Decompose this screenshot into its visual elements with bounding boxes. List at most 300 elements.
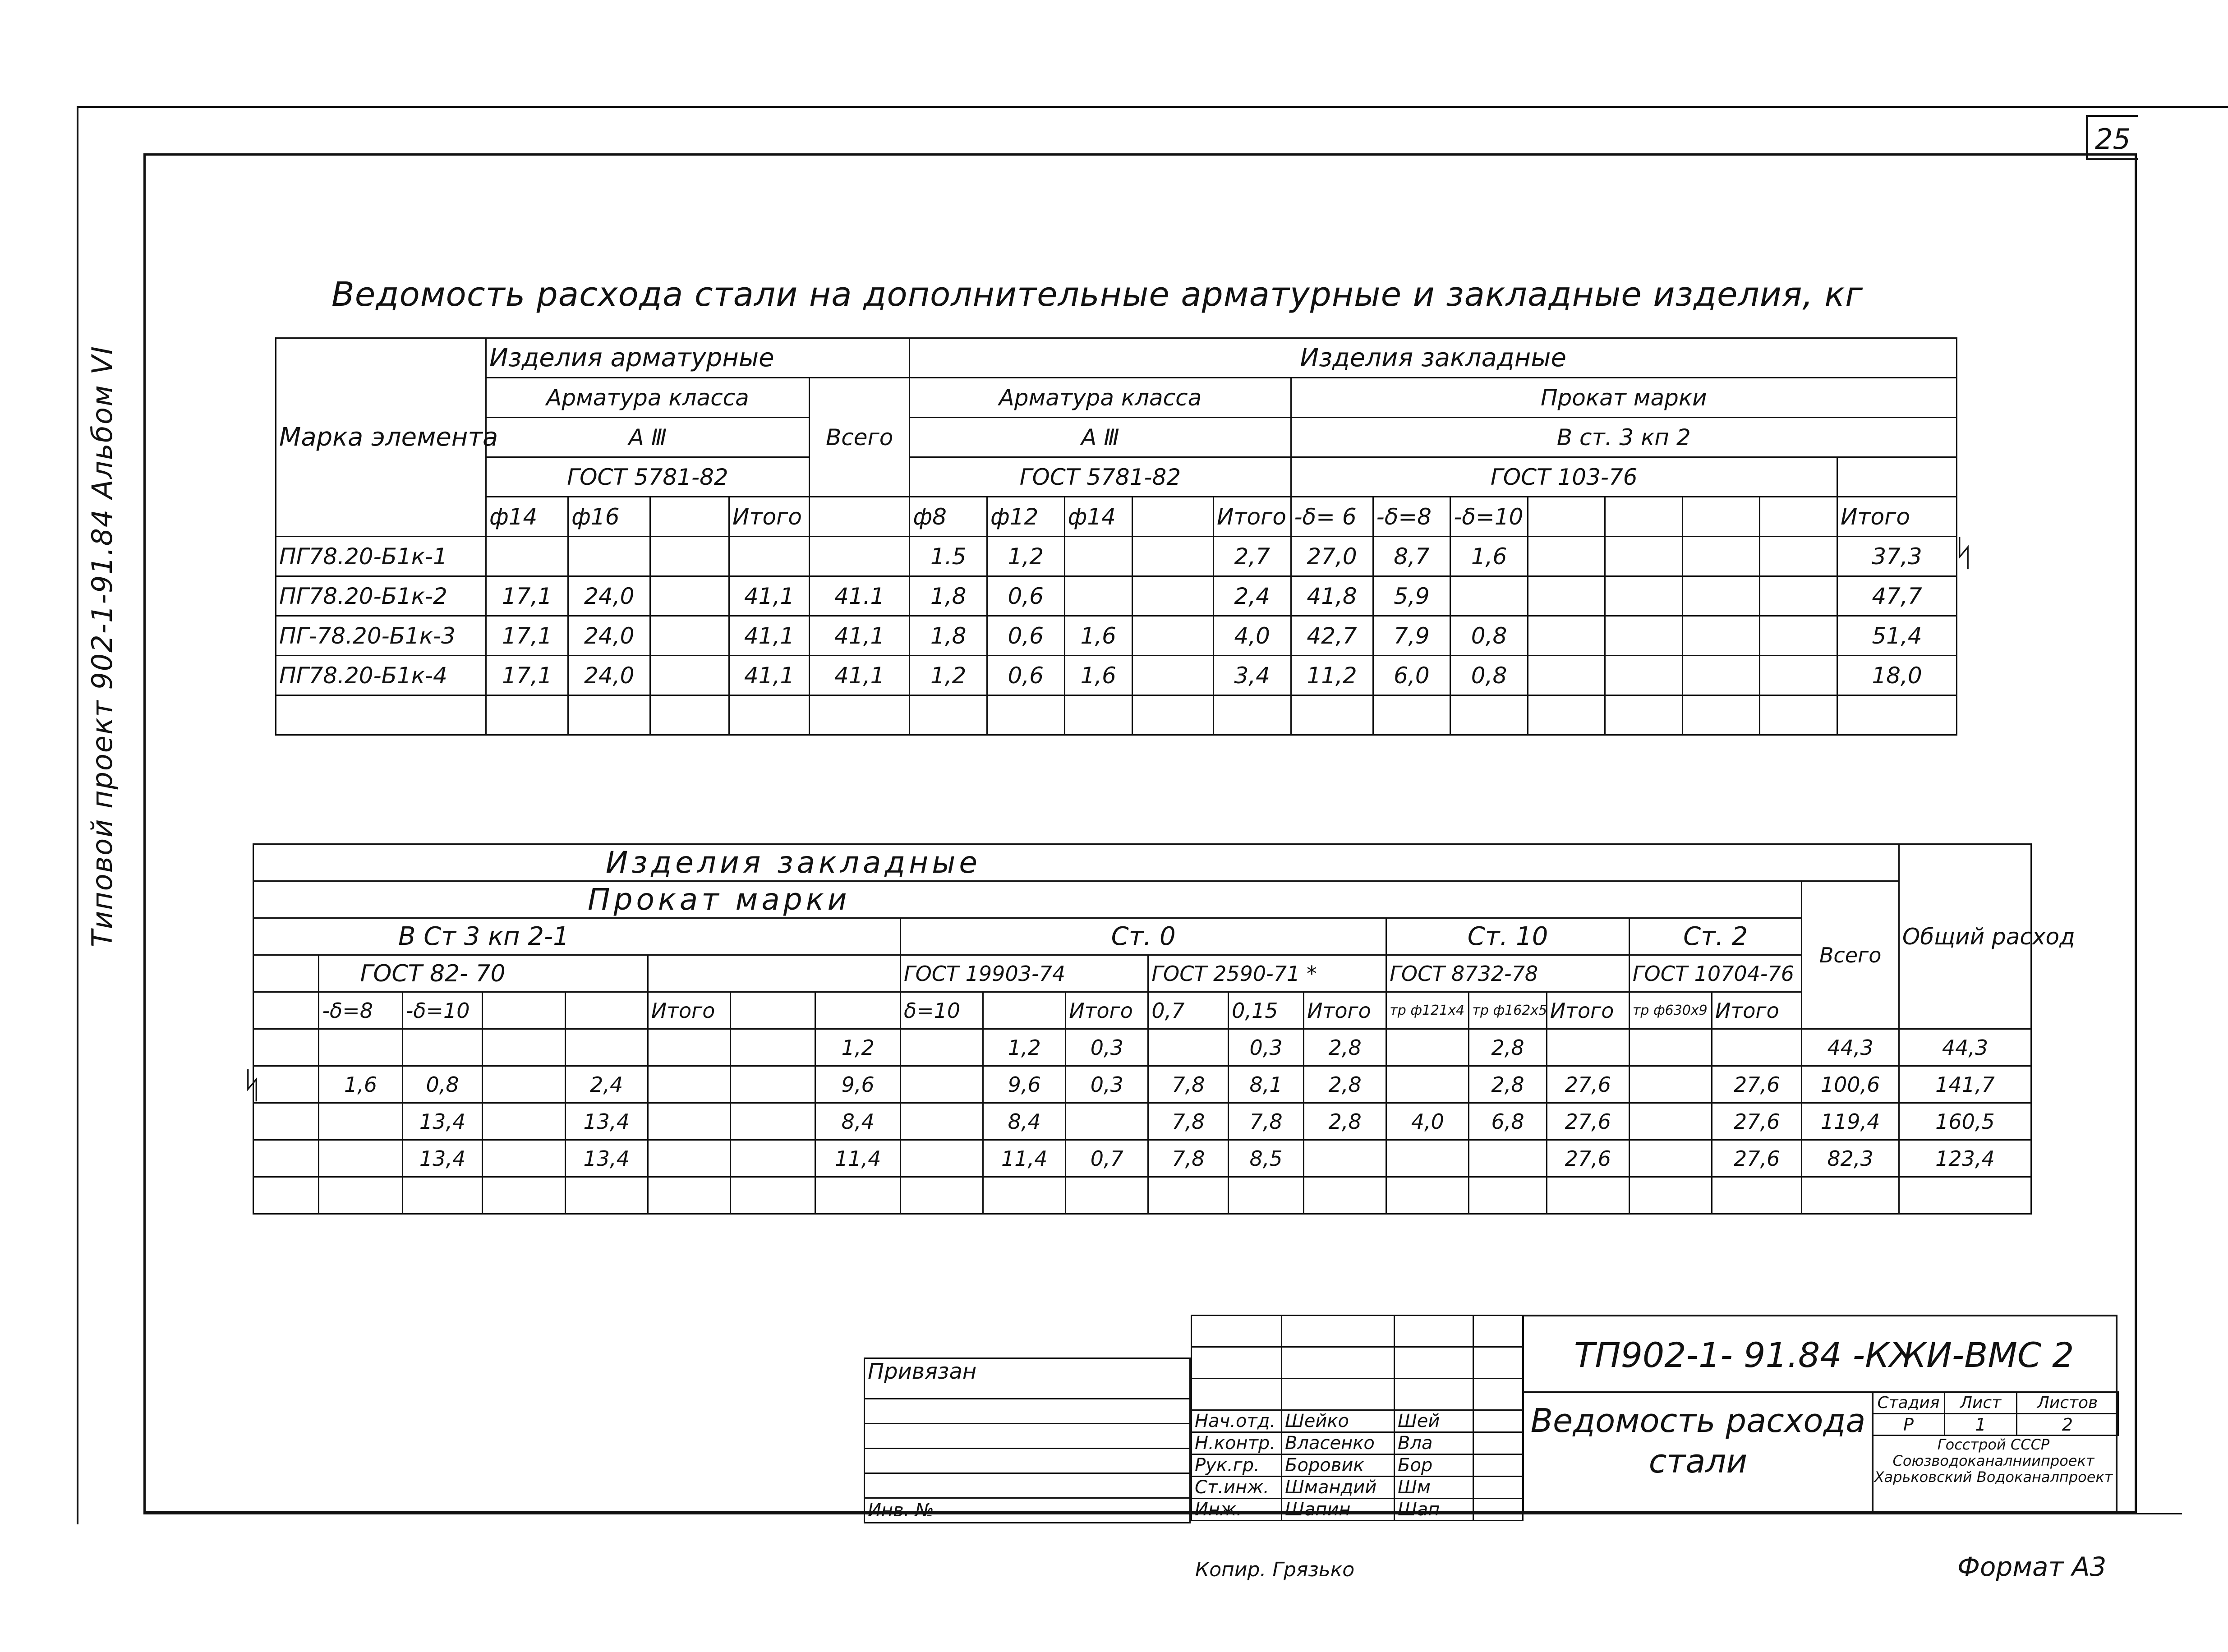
table-cell (565, 1177, 648, 1214)
table-cell: 7,8 (1148, 1103, 1229, 1140)
table-cell: 1,6 (319, 1066, 402, 1103)
table-cell: 8,7 (1373, 537, 1450, 576)
table-cell: 47,7 (1837, 576, 1957, 616)
table-cell (1066, 1103, 1148, 1140)
table-cell: 17,1 (486, 616, 568, 656)
table-cell (1469, 1177, 1547, 1214)
organization: Госстрой СССР Союзводоканалниипроект Харьковский Водоканалпроект (1874, 1436, 2113, 1486)
table-cell (1605, 656, 1683, 695)
table-row (253, 1177, 2031, 1214)
table-cell (1682, 537, 1760, 576)
table-cell (1605, 695, 1683, 735)
empty-cell (253, 992, 319, 1029)
table-cell (1682, 576, 1760, 616)
col-header: ф8 (910, 497, 987, 537)
col-header (983, 992, 1066, 1029)
table-cell (253, 1066, 319, 1103)
table-cell: 51,4 (1837, 616, 1957, 656)
col-header: -δ= 6 (1291, 497, 1373, 537)
staff-sign: Бор (1395, 1454, 1473, 1477)
table-cell (987, 695, 1064, 735)
header-gost-10704: ГОСТ 10704-76 (1629, 955, 1801, 992)
table-cell: 7,9 (1373, 616, 1450, 656)
staff-date (1473, 1499, 1523, 1521)
table-cell (650, 656, 729, 695)
header-prokat: Прокат марки (1291, 378, 1957, 418)
table-cell (650, 616, 729, 656)
header-vst-2: В Ст 3 кп 2-1 (253, 918, 901, 955)
header-gost-82: ГОСТ 82- 70 (319, 955, 648, 992)
table-cell (1528, 537, 1605, 576)
table-cell (1528, 616, 1605, 656)
table-cell: 3,4 (1213, 656, 1291, 695)
header-zakladnye-2: Изделия закладные (253, 844, 1899, 881)
header-armatura: Изделия арматурные (486, 338, 909, 378)
header-armatura-class-2: Арматура класса (910, 378, 1291, 418)
table-cell: 0,8 (1450, 656, 1528, 695)
table-cell (1605, 616, 1683, 656)
steel-table-2 (253, 843, 2075, 1215)
table-cell: 0,8 (1450, 616, 1528, 656)
table-cell (648, 1140, 730, 1177)
table-cell: 4,0 (1386, 1103, 1469, 1140)
table-cell: 41.1 (809, 576, 909, 616)
header-prokat-2: Прокат марки (253, 881, 1802, 918)
col-header (483, 992, 565, 1029)
table-cell (1148, 1177, 1229, 1214)
table-cell: 160,5 (1899, 1103, 2031, 1140)
stage-grid (1872, 1391, 2119, 1436)
table-cell (1386, 1066, 1469, 1103)
inv-number-label: Инв. № (865, 1498, 1190, 1523)
table-cell: 1,6 (1064, 656, 1132, 695)
table-cell (1629, 1066, 1712, 1103)
col-header: тр ф162х5 (1469, 992, 1547, 1029)
table-cell: 11,2 (1291, 656, 1373, 695)
table-cell: 27,6 (1712, 1066, 1802, 1103)
table-cell: 8,1 (1229, 1066, 1304, 1103)
header-st0: Ст. 0 (900, 918, 1386, 955)
header-total: Всего (809, 378, 909, 497)
table-cell (900, 1066, 983, 1103)
staff-role: Рук.гр. (1192, 1454, 1282, 1477)
table-cell (1132, 695, 1213, 735)
mark-cell: ПГ78.20-Б1к-4 (276, 656, 486, 695)
table-cell: 24,0 (568, 616, 650, 656)
table-cell (900, 1140, 983, 1177)
copyist-label: Копир. Грязько (1195, 1558, 1355, 1581)
table-cell (900, 1029, 983, 1066)
table-row (276, 656, 1957, 695)
col-header (1605, 497, 1683, 537)
col-header (650, 497, 729, 537)
table-cell (1760, 656, 1837, 695)
table-cell: 44,3 (1802, 1029, 1899, 1066)
table-cell (729, 695, 810, 735)
table-cell: 7,8 (1148, 1140, 1229, 1177)
document-title: Ведомость расхода стали на дополнительные арматурные и закладные изделия, кг (331, 275, 1863, 314)
col-header (730, 992, 815, 1029)
col-header: Итого (1547, 992, 1629, 1029)
sheet-label: Лист (1945, 1392, 2017, 1414)
table-cell: 24,0 (568, 656, 650, 695)
col-header (565, 992, 648, 1029)
table-cell (1450, 576, 1528, 616)
table-cell (1304, 1177, 1386, 1214)
table-cell: 42,7 (1291, 616, 1373, 656)
table-cell: 7,8 (1229, 1103, 1304, 1140)
table-cell: 123,4 (1899, 1140, 2031, 1177)
col-header: ф16 (568, 497, 650, 537)
table-row (276, 576, 1957, 616)
staff-role: Ст.инж. (1192, 1477, 1282, 1499)
staff-row (1192, 1454, 1523, 1477)
table-cell: 2,8 (1469, 1029, 1547, 1066)
table-cell: 6,8 (1469, 1103, 1547, 1140)
table-cell: 1,2 (983, 1029, 1066, 1066)
col-header: 0,7 (1148, 992, 1229, 1029)
mark-cell: ПГ-78.20-Б1к-3 (276, 616, 486, 656)
table-cell: 41,1 (809, 616, 909, 656)
header-aiii: А Ⅲ (486, 418, 809, 457)
table-cell (650, 576, 729, 616)
table-cell (1064, 576, 1132, 616)
table-cell: 0,8 (402, 1066, 483, 1103)
table-cell: 27,6 (1712, 1140, 1802, 1177)
table-cell: 1,2 (987, 537, 1064, 576)
mark-header: Марка элемента (276, 338, 486, 537)
table-cell (486, 537, 568, 576)
table-cell: 1,6 (1064, 616, 1132, 656)
table-cell: 41,1 (729, 576, 810, 616)
table-cell: 119,4 (1802, 1103, 1899, 1140)
table-cell: 1,6 (1450, 537, 1528, 576)
table-cell: 41,1 (809, 656, 909, 695)
table-cell (1712, 1177, 1802, 1214)
table-cell (253, 1177, 319, 1214)
staff-sign: Вла (1395, 1432, 1473, 1454)
col-header: -δ=10 (1450, 497, 1528, 537)
table-cell (319, 1177, 402, 1214)
table-cell: 8,4 (815, 1103, 901, 1140)
table-cell (650, 537, 729, 576)
table-cell (1450, 695, 1528, 735)
table-cell: 1,2 (910, 656, 987, 695)
staff-role: Н.контр. (1192, 1432, 1282, 1454)
table-cell: 0,3 (1229, 1029, 1304, 1066)
table-row (276, 537, 1957, 576)
table-cell (648, 1066, 730, 1103)
table-cell: 2,8 (1304, 1103, 1386, 1140)
table-cell (1760, 537, 1837, 576)
staff-name: Боровик (1282, 1454, 1395, 1477)
table-cell (1064, 537, 1132, 576)
table-cell: 0,6 (987, 656, 1064, 695)
sheet-value: 1 (1945, 1414, 2017, 1436)
header-gost-2: ГОСТ 5781-82 (910, 457, 1291, 497)
table-cell: 9,6 (815, 1066, 901, 1103)
empty-cell (253, 955, 319, 992)
table-cell (319, 1029, 402, 1066)
table-cell: 41,8 (1291, 576, 1373, 616)
table-cell (1386, 1177, 1469, 1214)
table-cell (1528, 656, 1605, 695)
sheets-value: 2 (2017, 1414, 2118, 1436)
format-label: Формат А3 (1957, 1551, 2107, 1582)
staff-date (1473, 1432, 1523, 1454)
table-cell: 27,6 (1547, 1066, 1629, 1103)
table-cell (900, 1177, 983, 1214)
staff-row (1192, 1477, 1523, 1499)
table-cell: 2,4 (565, 1066, 648, 1103)
col-header: тр ф121х4 (1386, 992, 1469, 1029)
table-cell (1469, 1140, 1547, 1177)
table-cell (1132, 616, 1213, 656)
table-cell (730, 1177, 815, 1214)
header-aiii-2: А Ⅲ (910, 418, 1291, 457)
table-cell (730, 1029, 815, 1066)
col-header (1528, 497, 1605, 537)
table-cell (568, 695, 650, 735)
table-cell: 0,7 (1066, 1140, 1148, 1177)
sheets-label: Листов (2017, 1392, 2118, 1414)
staff-sign: Шм (1395, 1477, 1473, 1499)
table-cell (483, 1029, 565, 1066)
table-cell: 8,4 (983, 1103, 1066, 1140)
table-cell: 44,3 (1899, 1029, 2031, 1066)
table-cell (983, 1177, 1066, 1214)
break-mark: ᛋ (241, 1064, 263, 1106)
break-mark: ᛋ (1953, 532, 1975, 574)
table-cell: 13,4 (402, 1103, 483, 1140)
table-cell: 2,8 (1304, 1029, 1386, 1066)
table-cell (648, 1103, 730, 1140)
privyazan-label: Привязан (865, 1358, 1190, 1399)
header-gost-3: ГОСТ 103-76 (1291, 457, 1837, 497)
table-cell (402, 1029, 483, 1066)
table-cell: 11,4 (815, 1140, 901, 1177)
table-cell (483, 1140, 565, 1177)
table-cell: 9,6 (983, 1066, 1066, 1103)
table-cell (1682, 616, 1760, 656)
table-cell (1373, 695, 1450, 735)
staff-sign: Шап (1395, 1499, 1473, 1521)
empty-cell (1837, 457, 1957, 497)
table-cell: 17,1 (486, 576, 568, 616)
col-header: Итого (648, 992, 730, 1029)
table-cell (1682, 656, 1760, 695)
table-cell: 1,2 (815, 1029, 901, 1066)
col-header: Итого (1066, 992, 1148, 1029)
table-cell (1132, 656, 1213, 695)
col-header: δ=10 (900, 992, 983, 1029)
table-cell: 7,8 (1148, 1066, 1229, 1103)
staff-name: Шапин (1282, 1499, 1395, 1521)
header-gost-1: ГОСТ 5781-82 (486, 457, 809, 497)
table-cell (1712, 1029, 1802, 1066)
header-gost-19903: ГОСТ 19903-74 (900, 955, 1148, 992)
col-header (1760, 497, 1837, 537)
table-cell: 11,4 (983, 1140, 1066, 1177)
table-cell (253, 1029, 319, 1066)
table-cell (1760, 576, 1837, 616)
table-cell: 24,0 (568, 576, 650, 616)
table-cell: 27,6 (1547, 1103, 1629, 1140)
table-cell (809, 537, 909, 576)
document-code: ТП902-1- 91.84 -КЖИ-ВМС 2 (1574, 1335, 2074, 1375)
table-cell: 41,1 (729, 656, 810, 695)
col-header (815, 992, 901, 1029)
col-header (1132, 497, 1213, 537)
table-cell (1386, 1029, 1469, 1066)
staff-row (1192, 1410, 1523, 1432)
table-cell (1802, 1177, 1899, 1214)
stage-label: Стадия (1873, 1392, 1945, 1414)
table-row (276, 616, 1957, 656)
table-cell (1304, 1140, 1386, 1177)
table-cell: 27,6 (1712, 1103, 1802, 1140)
sheet-number: 25 (2086, 115, 2138, 160)
table-cell: 1,8 (910, 616, 987, 656)
staff-row (1192, 1432, 1523, 1454)
table-cell (1528, 695, 1605, 735)
col-header: тр ф630х9 (1629, 992, 1712, 1029)
table-cell (1148, 1029, 1229, 1066)
table-cell (1547, 1029, 1629, 1066)
table-cell: 13,4 (402, 1140, 483, 1177)
col-header: Итого (1213, 497, 1291, 537)
header-armatura-class: Арматура класса (486, 378, 809, 418)
table-cell (483, 1103, 565, 1140)
col-header: -δ=8 (1373, 497, 1450, 537)
table-cell (1682, 695, 1760, 735)
side-label: Типовой проект 902-1-91.84 Альбом VI (86, 345, 119, 947)
table-cell: 41,1 (729, 616, 810, 656)
table-cell: 141,7 (1899, 1066, 2031, 1103)
table-cell (483, 1177, 565, 1214)
table-cell: 17,1 (486, 656, 568, 695)
table-cell (1837, 695, 1957, 735)
table-cell: 1.5 (910, 537, 987, 576)
col-header (1682, 497, 1760, 537)
table-cell: 0,6 (987, 616, 1064, 656)
header-total-consumption: Общий расход (1899, 844, 2031, 1029)
header-gost-2590: ГОСТ 2590-71 * (1148, 955, 1386, 992)
table-cell: 6,0 (1373, 656, 1450, 695)
staff-role: Нач.отд. (1192, 1410, 1282, 1432)
table-cell (648, 1177, 730, 1214)
table-cell (253, 1140, 319, 1177)
mark-cell: ПГ78.20-Б1к-1 (276, 537, 486, 576)
table-cell: 100,6 (1802, 1066, 1899, 1103)
col-header: Итого (1837, 497, 1957, 537)
table-cell (1066, 1177, 1148, 1214)
table-cell (1629, 1103, 1712, 1140)
table-cell (730, 1140, 815, 1177)
table-cell (1629, 1140, 1712, 1177)
table-cell (900, 1103, 983, 1140)
table-cell: 4,0 (1213, 616, 1291, 656)
table-cell (319, 1140, 402, 1177)
table-row (253, 1140, 2031, 1177)
table-cell (1291, 695, 1373, 735)
table-cell (809, 695, 909, 735)
staff-date (1473, 1454, 1523, 1477)
table-cell (1629, 1177, 1712, 1214)
col-header: Итого (1304, 992, 1386, 1029)
table-cell (1386, 1140, 1469, 1177)
col-header: ф14 (486, 497, 568, 537)
table-cell (253, 1103, 319, 1140)
document-name: Ведомость расхода стали (1530, 1402, 1866, 1480)
col-header: Итого (729, 497, 810, 537)
header-st2: Ст. 2 (1629, 918, 1801, 955)
mark-cell: ПГ78.20-Б1к-2 (276, 576, 486, 616)
table-cell: 27,0 (1291, 537, 1373, 576)
table-cell: 0,6 (987, 576, 1064, 616)
header-zakladnye: Изделия закладные (910, 338, 1957, 378)
table-cell (1605, 576, 1683, 616)
header-total-2: Всего (1802, 881, 1899, 1029)
staff-name: Власенко (1282, 1432, 1395, 1454)
col-header (809, 497, 909, 537)
table-cell: 2,8 (1304, 1066, 1386, 1103)
col-header: -δ=8 (319, 992, 402, 1029)
table-row (253, 1066, 2031, 1103)
col-header: ф14 (1064, 497, 1132, 537)
staff-name: Шмандий (1282, 1477, 1395, 1499)
table-cell (402, 1177, 483, 1214)
table-cell (1132, 576, 1213, 616)
table-cell (815, 1177, 901, 1214)
table-cell (730, 1066, 815, 1103)
table-row (276, 695, 1957, 735)
stage-value: Р (1873, 1414, 1945, 1436)
table-cell: 8,5 (1229, 1140, 1304, 1177)
table-cell (568, 537, 650, 576)
table-cell: 2,4 (1213, 576, 1291, 616)
table-cell: 13,4 (565, 1140, 648, 1177)
table-cell (1213, 695, 1291, 735)
table-cell (486, 695, 568, 735)
empty-cell (648, 955, 900, 992)
table-cell (648, 1029, 730, 1066)
bottom-line (143, 1513, 2182, 1514)
header-st10: Ст. 10 (1386, 918, 1630, 955)
table-cell: 82,3 (1802, 1140, 1899, 1177)
mark-cell (276, 695, 486, 735)
table-cell (1528, 576, 1605, 616)
table-cell: 18,0 (1837, 656, 1957, 695)
table-cell (650, 695, 729, 735)
table-cell: 37,3 (1837, 537, 1957, 576)
col-header: -δ=10 (402, 992, 483, 1029)
table-cell: 13,4 (565, 1103, 648, 1140)
table-cell (1760, 616, 1837, 656)
table-cell (730, 1103, 815, 1140)
staff-name: Шейко (1282, 1410, 1395, 1432)
header-vst: В ст. 3 кп 2 (1291, 418, 1957, 457)
table-cell: 27,6 (1547, 1140, 1629, 1177)
steel-table-1 (275, 337, 1957, 736)
table-cell (1605, 537, 1683, 576)
table-cell: 2,7 (1213, 537, 1291, 576)
table-cell (1899, 1177, 2031, 1214)
table-cell: 5,9 (1373, 576, 1450, 616)
staff-sign: Шей (1395, 1410, 1473, 1432)
table-cell (1629, 1029, 1712, 1066)
staff-row (1192, 1499, 1523, 1521)
